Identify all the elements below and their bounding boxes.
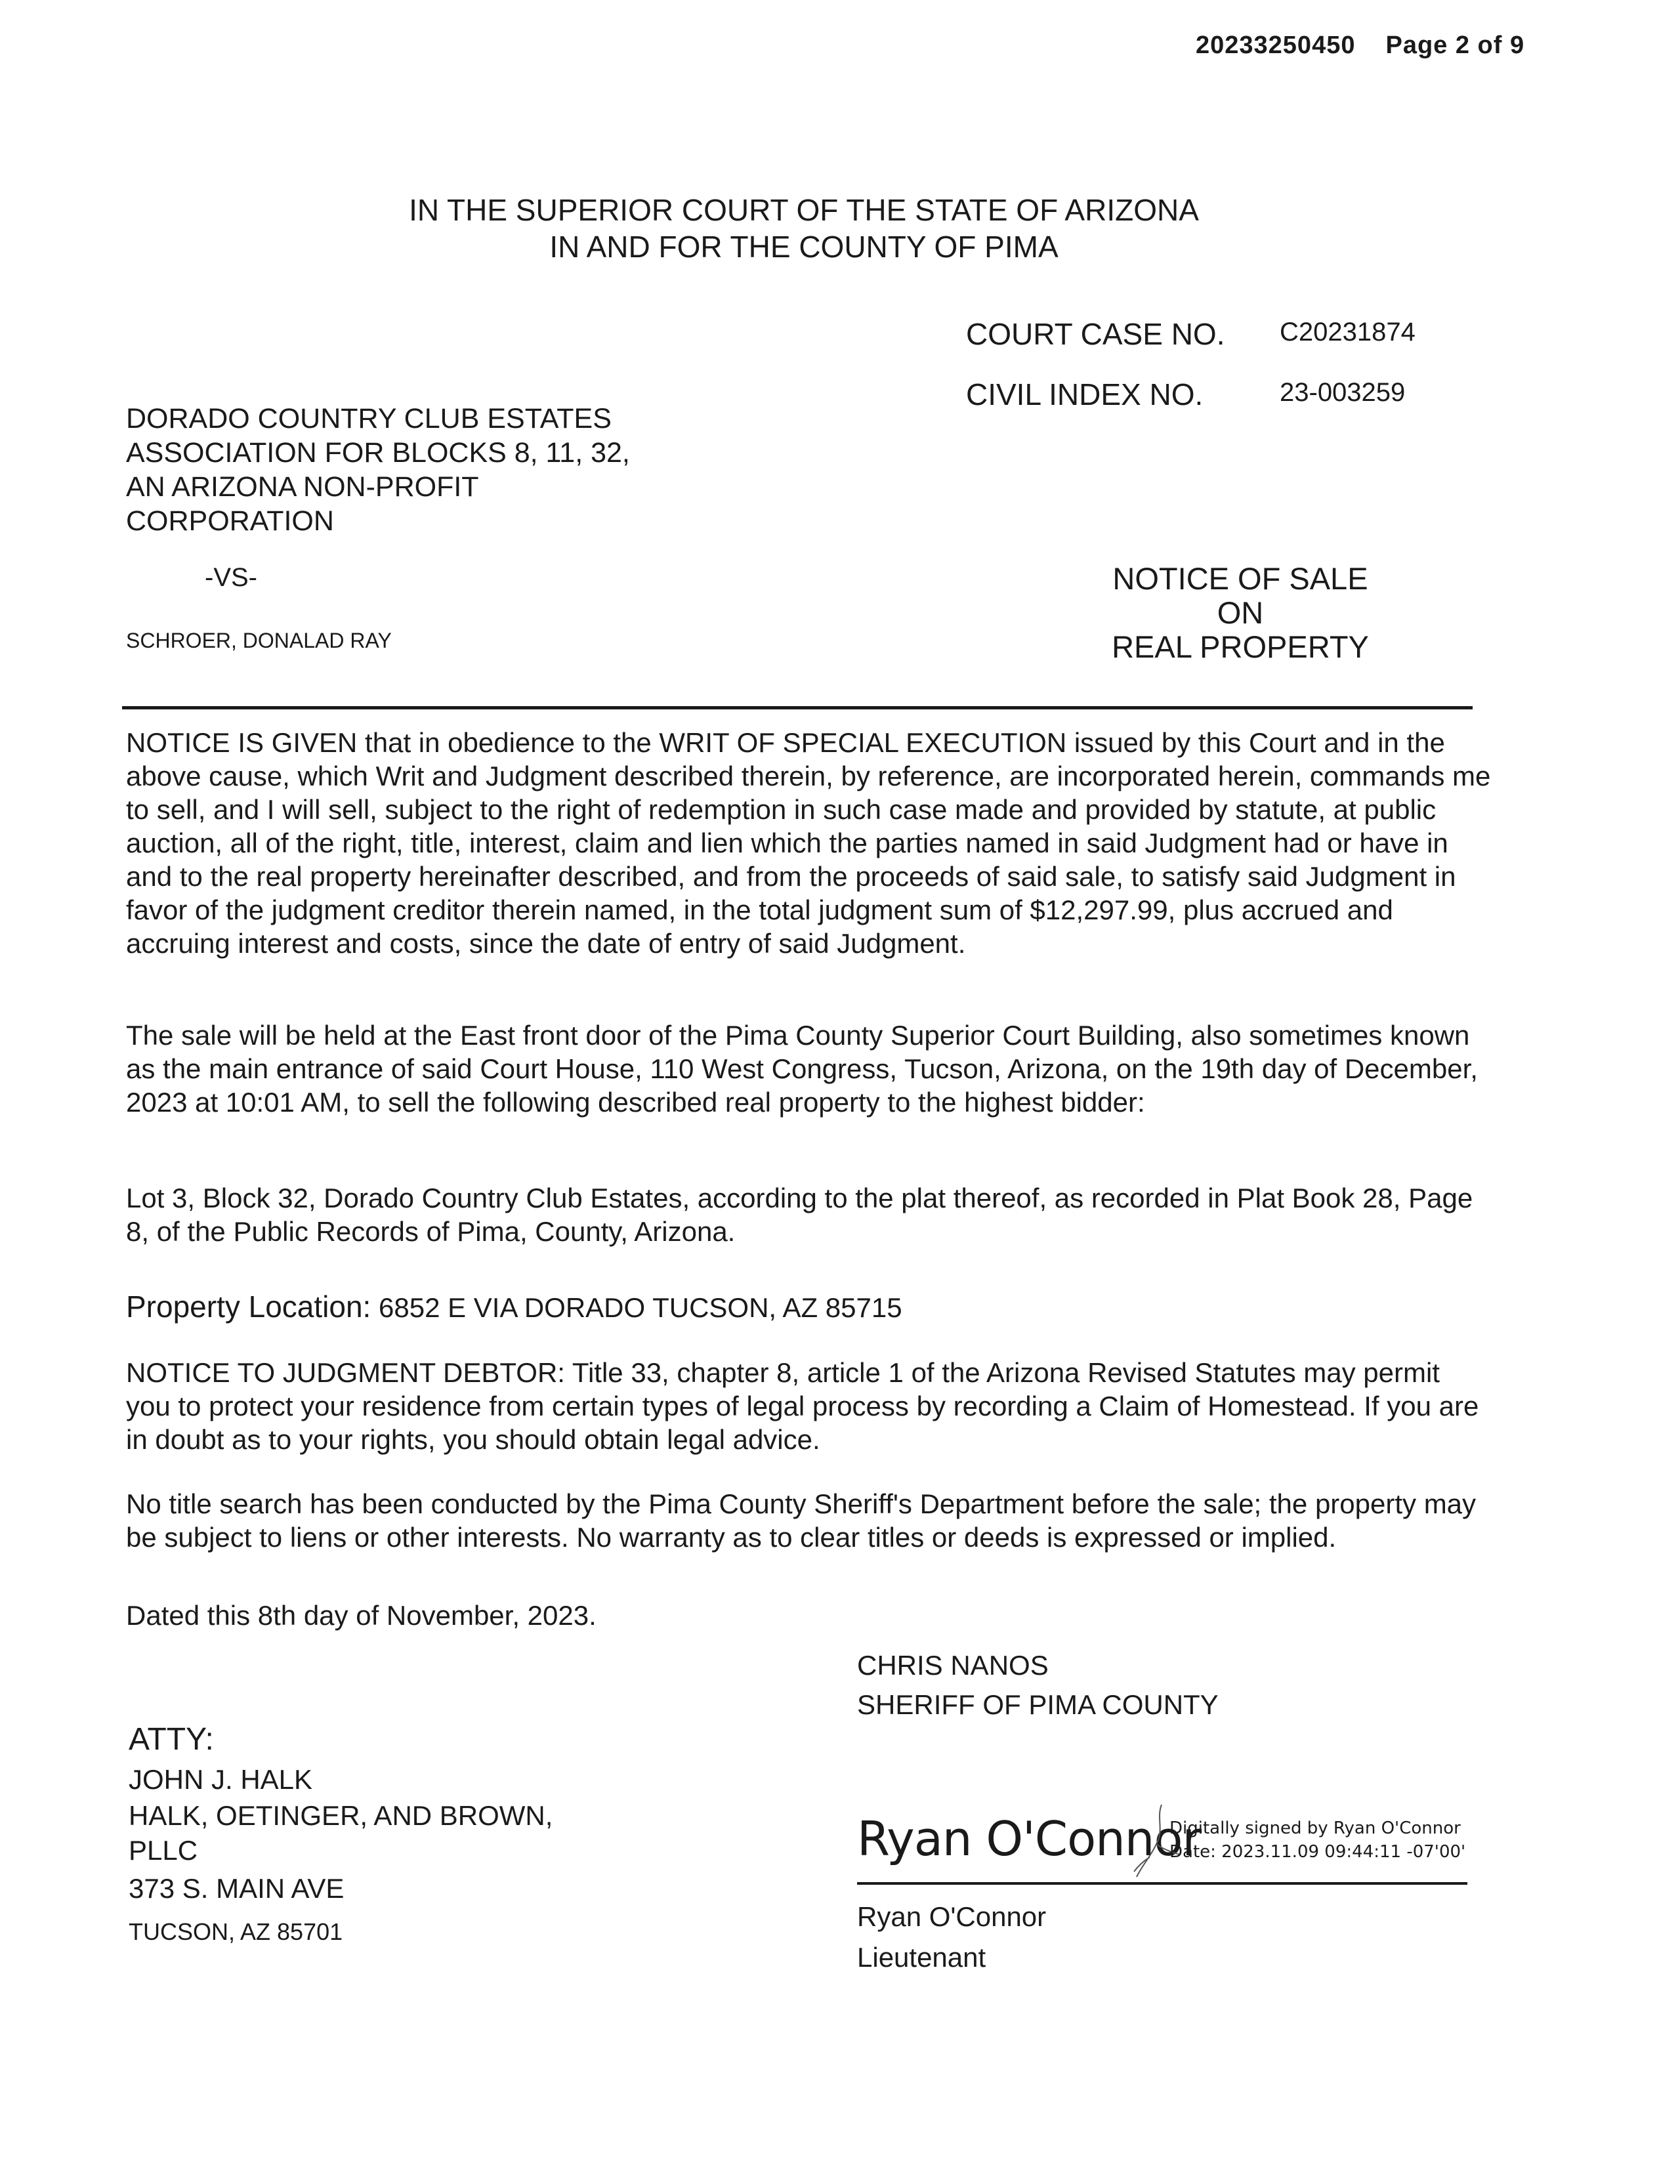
digital-signature-signer: Digitally signed by Ryan O'Connor: [1169, 1818, 1461, 1838]
dated-line: Dated this 8th day of November, 2023.: [126, 1600, 597, 1631]
attorney-block: [129, 1719, 553, 1952]
notice-title-line: NOTICE OF SALE: [1112, 561, 1368, 596]
sheriff-name: CHRIS NANOS: [857, 1650, 1049, 1681]
notice-paragraph: NOTICE IS GIVEN that in obedience to the WRIT OF SPECIAL EXECUTION issued by this Court and in the above cause, which Writ and Judgment described therein, by reference, are incorporated herein, commands me to sell, and I will sell, subject to the right of redemption in such case made and provided by statute, at public auction, all of the right, title, interest, claim and lien which the parties named in said Judgment had or have in and to the real property hereinafter described, and from the proceeds of said sale, to satisfy said Judgment in favor of the judgment creditor therein named, in the total judgment sum of $12,297.99, plus accrued and accruing interest and costs, since the date of entry of said Judgment.: [126, 727, 1491, 959]
title-search-disclaimer: No title search has been conducted by the Pima County Sheriff's Department before the sale; the property may be subject to liens or other interests. No warranty as to clear titles or deeds is expressed or implied.: [126, 1488, 1477, 1553]
plaintiff-line: DORADO COUNTRY CLUB ESTATES: [126, 403, 612, 434]
attorney-firm: HALK, OETINGER, AND BROWN,: [129, 1800, 553, 1831]
page-number: Page 2 of 9: [1385, 32, 1525, 59]
signer-rank: Lieutenant: [857, 1942, 986, 1973]
court-name-line1: IN THE SUPERIOR COURT OF THE STATE OF ARIZONA: [409, 193, 1199, 227]
attorney-city: TUCSON, AZ 85701: [129, 1918, 343, 1945]
notice-title-line: ON: [1217, 595, 1264, 630]
digital-signature-name: Ryan O'Connor: [857, 1811, 1202, 1866]
plaintiff-line: AN ARIZONA NON-PROFIT: [126, 471, 479, 503]
attorney-header: ATTY:: [129, 1722, 214, 1757]
notice-title: [1050, 562, 1431, 664]
property-location-label: Property Location:: [126, 1290, 371, 1324]
sale-location-paragraph: The sale will be held at the East front door of the Pima County Superior Court Building, also sometimes known as the main entrance of said Court House, 110 West Congress, Tucson, Arizona, on the 19th day of December, 2023 at 10:01 AM, to sell the following described real property to the highest bidder:: [126, 1020, 1478, 1118]
attorney-address: 373 S. MAIN AVE: [129, 1873, 345, 1904]
document-number: 20233250450: [1196, 32, 1356, 59]
judgment-debtor-notice: NOTICE TO JUDGMENT DEBTOR: Title 33, chapter 8, article 1 of the Arizona Revised Statutes may permit you to protect your residence from certain types of legal process by recording a Claim of Homestead. If you are in doubt as to your rights, you should obtain legal advice.: [126, 1357, 1479, 1455]
signer-block: [857, 1897, 1046, 1978]
property-location-value: 6852 E VIA DORADO TUCSON, AZ 85715: [379, 1292, 902, 1323]
versus-label: -VS-: [205, 563, 257, 592]
digital-signature-date: Date: 2023.11.09 09:44:11 -07'00': [1169, 1842, 1466, 1862]
plaintiff-line: ASSOCIATION FOR BLOCKS 8, 11, 32,: [126, 437, 630, 469]
sheriff-title: SHERIFF OF PIMA COUNTY: [857, 1689, 1219, 1720]
signature-line: [857, 1882, 1467, 1885]
civil-index-label: CIVIL INDEX NO.: [966, 377, 1204, 411]
horizontal-rule: [122, 706, 1473, 709]
court-case-value: C20231874: [1280, 318, 1416, 346]
digital-signature-note: [1169, 1816, 1465, 1864]
attorney-name: JOHN J. HALK: [129, 1764, 313, 1795]
notice-title-line: REAL PROPERTY: [1112, 629, 1369, 664]
attorney-firm-suffix: PLLC: [129, 1835, 198, 1866]
document-number-header: [1196, 32, 1524, 60]
civil-index-value: 23-003259: [1280, 378, 1406, 407]
defendant-name: SCHROER, DONALAD RAY: [126, 629, 392, 652]
plaintiff-line: CORPORATION: [126, 505, 334, 537]
plaintiff-block: [126, 402, 630, 538]
legal-description-paragraph: Lot 3, Block 32, Dorado Country Club Estates, according to the plat thereof, as recorded in Plat Book 28, Page 8, of the Public Records of Pima, County, Arizona.: [126, 1183, 1473, 1247]
court-name-line2: IN AND FOR THE COUNTY OF PIMA: [549, 230, 1059, 264]
property-location: [126, 1290, 1491, 1324]
sheriff-block: [857, 1646, 1219, 1725]
court-case-label: COURT CASE NO.: [966, 317, 1225, 351]
signer-name: Ryan O'Connor: [857, 1901, 1047, 1932]
